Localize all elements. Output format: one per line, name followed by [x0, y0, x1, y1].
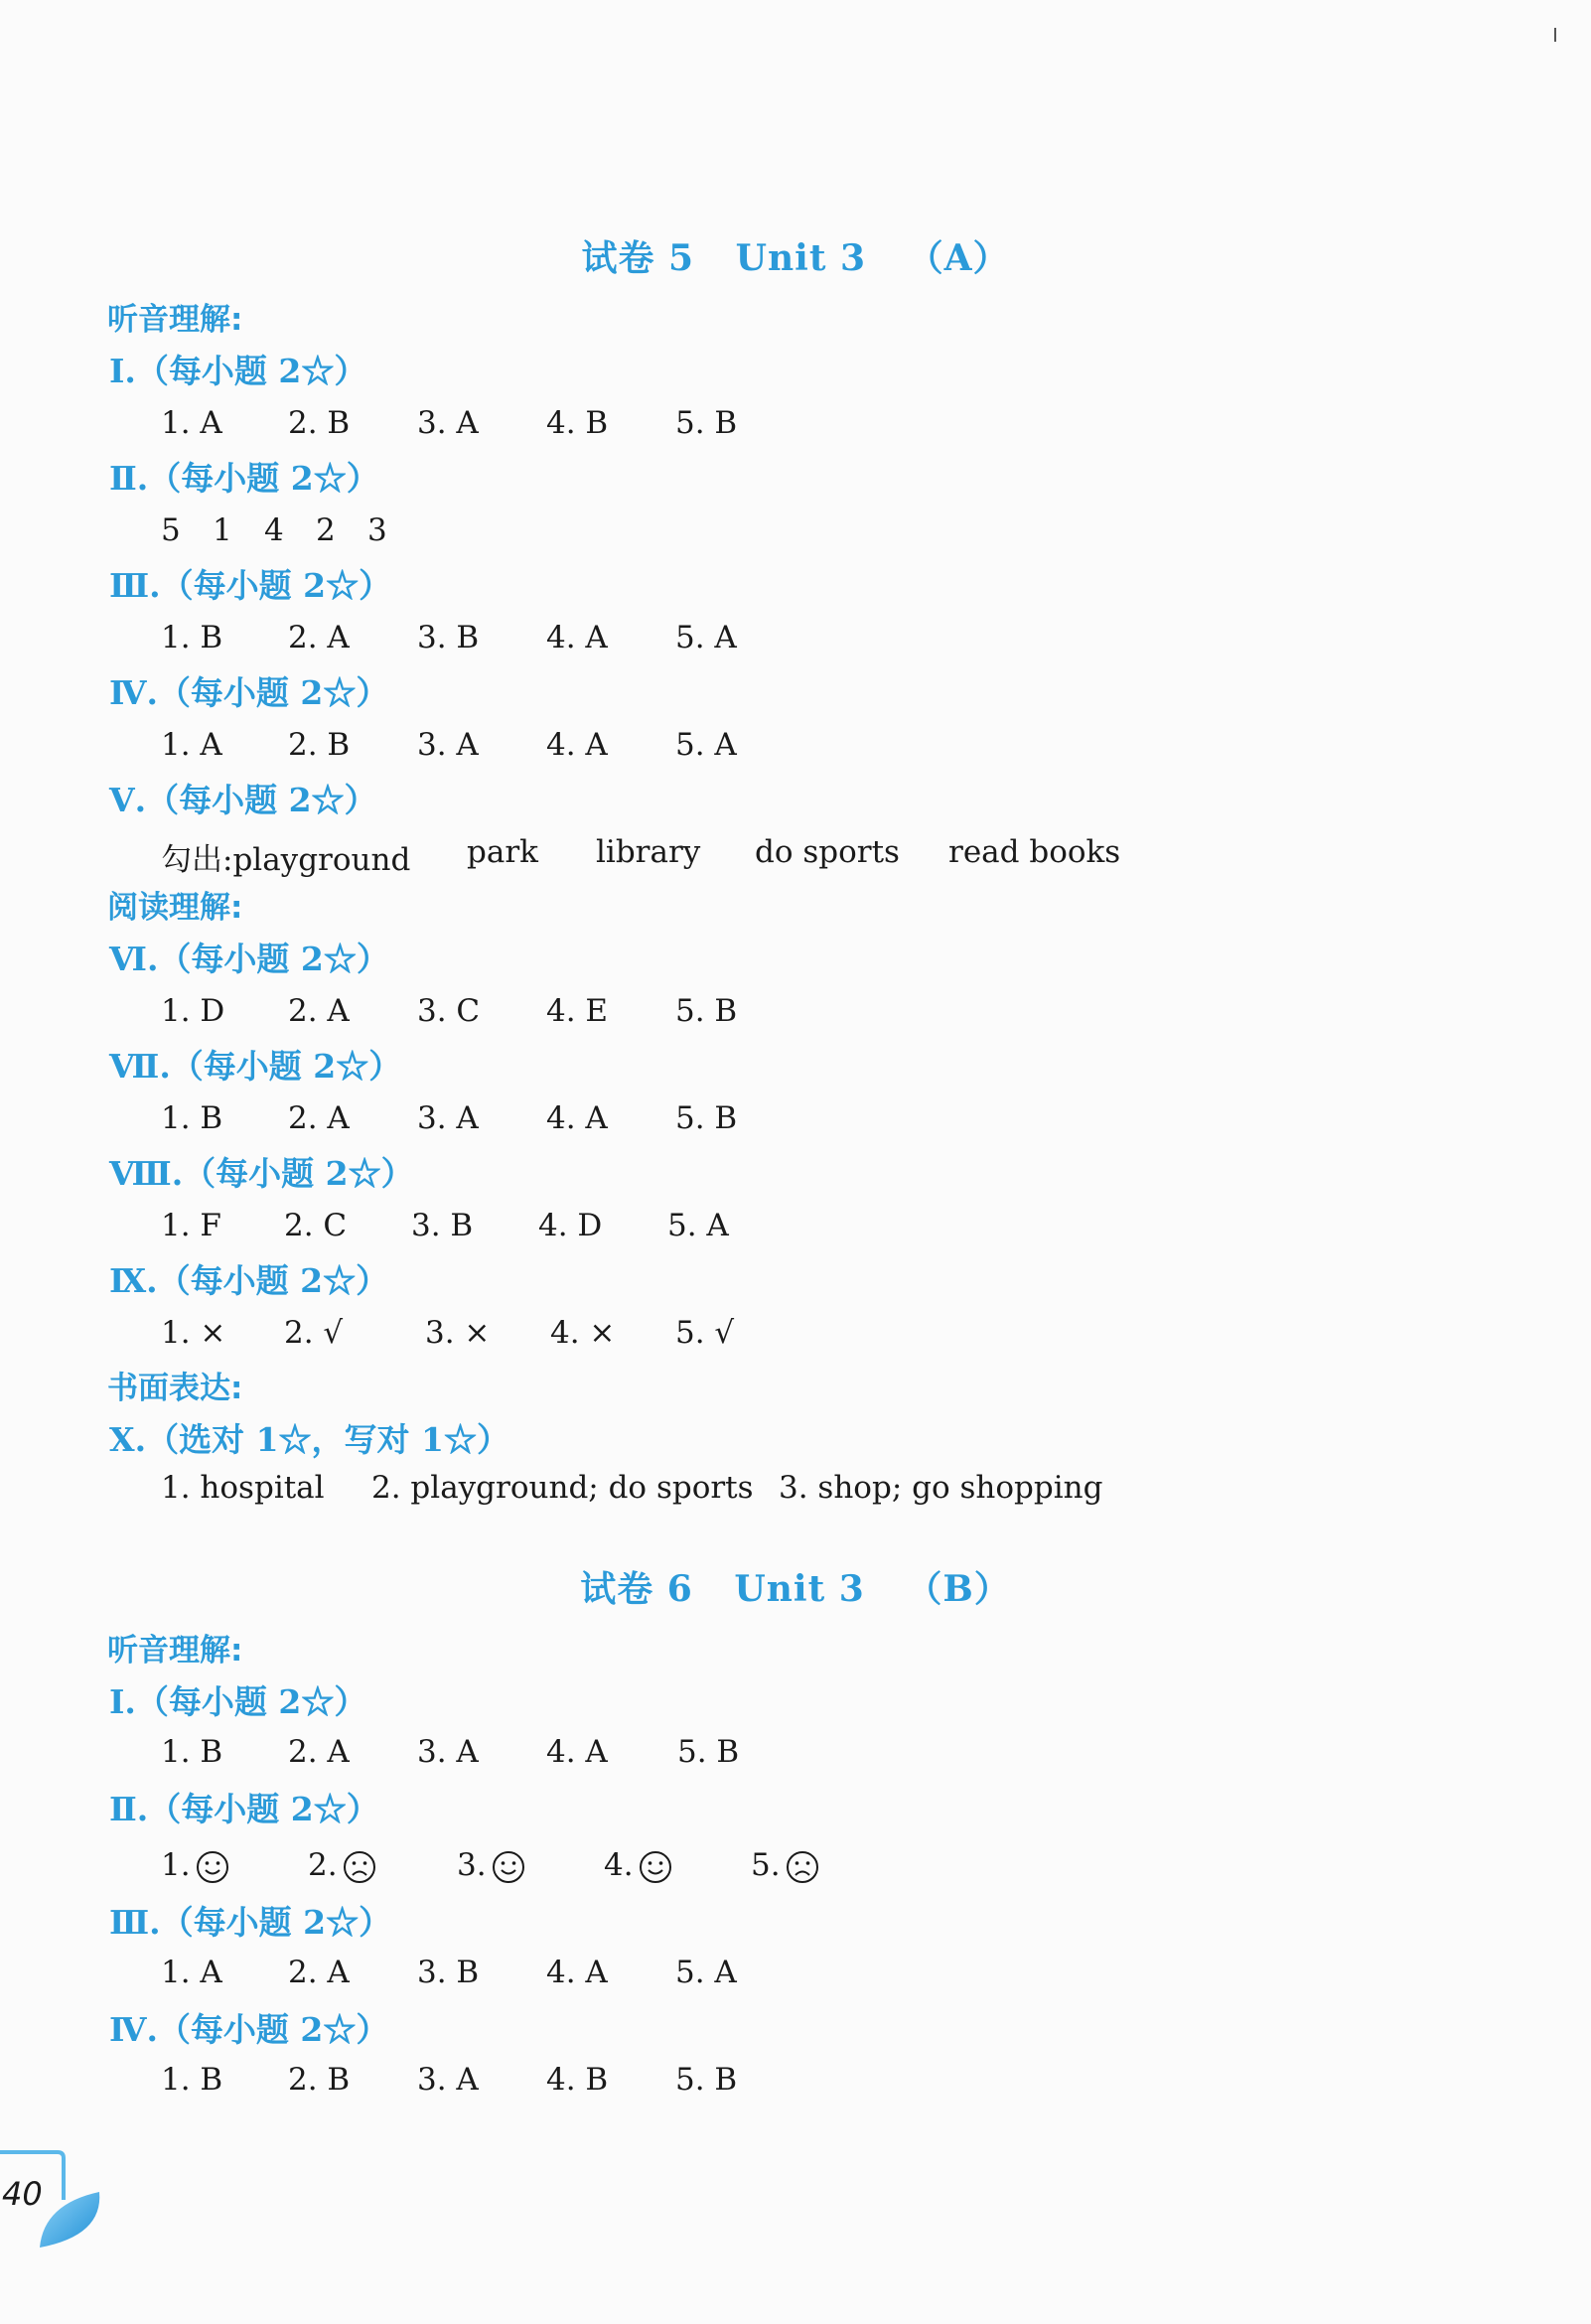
- answer: 1. A: [161, 1955, 222, 1990]
- answer: 4. A: [546, 1100, 608, 1136]
- answer: 2. A: [288, 1100, 350, 1136]
- smiley-happy-icon: [195, 1849, 230, 1885]
- page-number: 40: [2, 2175, 43, 2213]
- answer: 3: [367, 512, 387, 548]
- edge-mark: [1554, 28, 1556, 42]
- smiley-happy-icon: [491, 1849, 526, 1885]
- answer: 1. B: [161, 620, 223, 655]
- answer: 5. B: [675, 405, 738, 441]
- face-answer: [161, 1847, 230, 1885]
- test-5-paper: 试卷 5: [581, 237, 695, 279]
- test-5-part: （A）: [907, 237, 1010, 279]
- answer: 4. D: [538, 1208, 603, 1243]
- question-head-3: Ⅲ.（每小题 2☆）: [109, 566, 392, 605]
- answer: do sports: [755, 834, 900, 870]
- test-6-part: （B）: [906, 1568, 1011, 1610]
- answer: 1. B: [161, 1734, 223, 1770]
- question-head-6: Ⅵ.（每小题 2☆）: [109, 940, 389, 978]
- section-reading: 阅读理解:: [107, 890, 243, 926]
- answer: 2. playground; do sports: [371, 1470, 754, 1506]
- test-6-title: [0, 1561, 1591, 1612]
- question-head-1: Ⅰ.（每小题 2☆）: [109, 1682, 367, 1721]
- face-answer: [308, 1847, 377, 1885]
- answer: 2. A: [288, 620, 350, 655]
- question-head-2: Ⅱ.（每小题 2☆）: [109, 1790, 379, 1828]
- answer: 4. A: [546, 1734, 608, 1770]
- answer: 5. √: [675, 1315, 735, 1351]
- test-5-title: [0, 230, 1591, 281]
- answer: 3. B: [417, 620, 480, 655]
- answer: 4. A: [546, 620, 608, 655]
- question-head-8: Ⅷ.（每小题 2☆）: [109, 1154, 414, 1193]
- answer-number: 5.: [751, 1847, 781, 1883]
- answer: 5. A: [675, 620, 737, 655]
- answer: 3. B: [417, 1955, 480, 1990]
- answer: 2. A: [288, 1734, 350, 1770]
- answer: 2. B: [288, 2062, 351, 2098]
- answer: 5. B: [675, 2062, 738, 2098]
- answer: read books: [948, 834, 1121, 870]
- answer: 1. B: [161, 1100, 223, 1136]
- question-head-10: Ⅹ.（选对 1☆，写对 1☆）: [109, 1420, 509, 1459]
- smiley-sad-icon: [785, 1849, 820, 1885]
- smiley-happy-icon: [638, 1849, 673, 1885]
- answer-number: 3.: [457, 1847, 487, 1883]
- test-6-paper: 试卷 6: [580, 1568, 693, 1610]
- answer: 1. F: [161, 1208, 221, 1243]
- answer: 5. A: [675, 727, 737, 763]
- answer: 2. A: [288, 1955, 350, 1990]
- answer: 1. A: [161, 727, 222, 763]
- answer: 5. A: [667, 1208, 729, 1243]
- question-head-4: Ⅳ.（每小题 2☆）: [109, 673, 389, 712]
- answer: 2. √: [284, 1315, 344, 1351]
- answer: 1. hospital: [161, 1470, 325, 1506]
- answer: 4. E: [546, 993, 609, 1029]
- answer: 3. shop; go shopping: [779, 1470, 1103, 1506]
- answer: 5. B: [675, 993, 738, 1029]
- test-6-unit: Unit 3: [734, 1568, 865, 1610]
- question-head-9: Ⅸ.（每小题 2☆）: [109, 1261, 389, 1300]
- answer: 4. A: [546, 727, 608, 763]
- answer: 3. A: [417, 1734, 479, 1770]
- face-answer: [604, 1847, 673, 1885]
- answer: 1. B: [161, 2062, 223, 2098]
- answer: 2. B: [288, 405, 351, 441]
- answer: 5: [161, 512, 181, 548]
- answer: 2. B: [288, 727, 351, 763]
- answer: 3. A: [417, 727, 479, 763]
- answer: 3. A: [417, 405, 479, 441]
- answer: 5. B: [677, 1734, 740, 1770]
- answer: 4. ×: [550, 1315, 616, 1351]
- face-answer: [457, 1847, 526, 1885]
- question-head-4: Ⅳ.（每小题 2☆）: [109, 2010, 389, 2049]
- answer: 2: [316, 512, 336, 548]
- answer: 勾出:playground: [161, 842, 411, 878]
- section-listening: 听音理解:: [107, 1633, 243, 1669]
- answer: 1. A: [161, 405, 222, 441]
- answer: library: [596, 834, 701, 870]
- answer: 1. ×: [161, 1315, 226, 1351]
- question-head-1: Ⅰ.（每小题 2☆）: [109, 352, 367, 390]
- section-listening: 听音理解:: [107, 302, 243, 338]
- answer: 3. C: [417, 993, 481, 1029]
- question-head-3: Ⅲ.（每小题 2☆）: [109, 1903, 392, 1942]
- answer-number: 1.: [161, 1847, 191, 1883]
- section-writing: 书面表达:: [107, 1371, 243, 1406]
- question-head-5: Ⅴ.（每小题 2☆）: [109, 781, 377, 819]
- answer: 3. A: [417, 2062, 479, 2098]
- answer: 3. B: [411, 1208, 474, 1243]
- face-answer: [751, 1847, 820, 1885]
- question-head-7: Ⅶ.（每小题 2☆）: [109, 1047, 402, 1086]
- answer-number: 4.: [604, 1847, 634, 1883]
- answer: 2. A: [288, 993, 350, 1029]
- smiley-sad-icon: [342, 1849, 377, 1885]
- answer: 5. A: [675, 1955, 737, 1990]
- answer: 5. B: [675, 1100, 738, 1136]
- answer: 1. D: [161, 993, 225, 1029]
- answer: 3. A: [417, 1100, 479, 1136]
- answer-number: 2.: [308, 1847, 338, 1883]
- answer: 2. C: [284, 1208, 348, 1243]
- answer: 1: [213, 512, 232, 548]
- answer: 4: [264, 512, 284, 548]
- test-5-unit: Unit 3: [735, 237, 867, 279]
- answer: park: [467, 834, 538, 870]
- answer: 4. B: [546, 405, 609, 441]
- question-head-2: Ⅱ.（每小题 2☆）: [109, 459, 379, 498]
- answer: 3. ×: [425, 1315, 491, 1351]
- answer: 4. B: [546, 2062, 609, 2098]
- answer: 4. A: [546, 1955, 608, 1990]
